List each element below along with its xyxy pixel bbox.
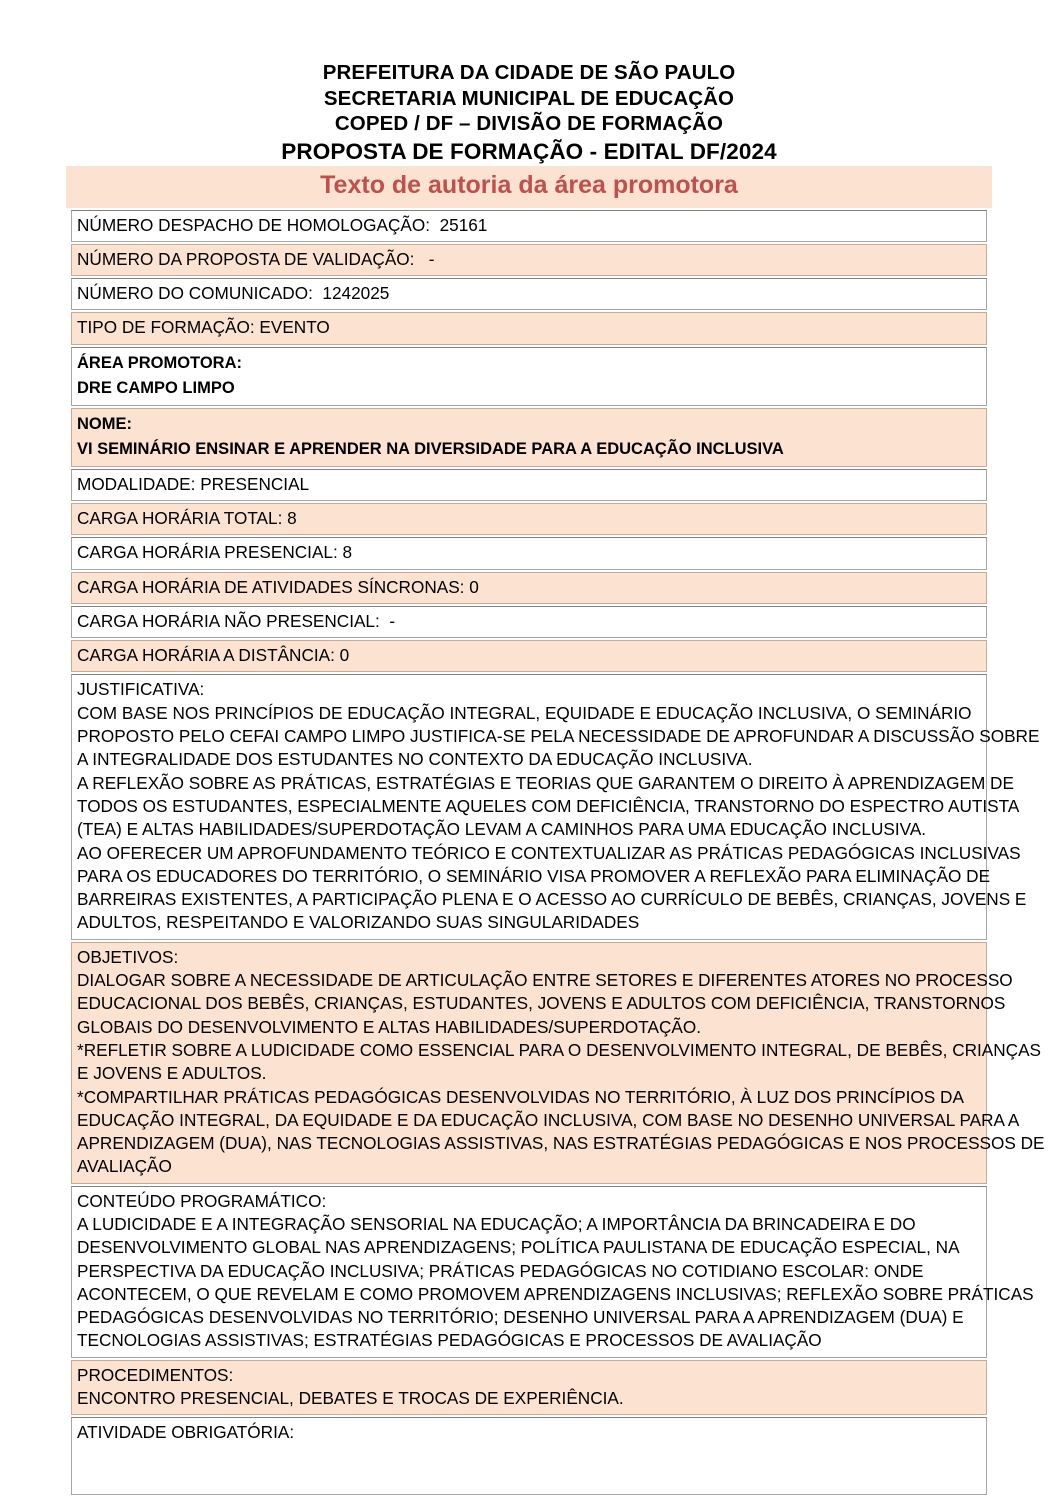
conteudo-line: PEDAGÓGICAS DESENVOLVIDAS NO TERRITÓRIO; DESENHO UNIVERSAL PARA A APRENDIZAGEM (DUA) E: [77, 1307, 964, 1328]
row-carga-total: [71, 503, 987, 535]
justificativa-line: A REFLEXÃO SOBRE AS PRÁTICAS, ESTRATÉGIAS E TEORIAS QUE GARANTEM O DIREITO À APRENDIZAGEM DE: [77, 772, 1014, 793]
conteudo-line: PERSPECTIVA DA EDUCAÇÃO INCLUSIVA; PRÁTICAS PEDAGÓGICAS NO COTIDIANO ESCOLAR: ONDE: [77, 1260, 924, 1281]
banner-texto-autoria: [66, 166, 992, 208]
row-proposta-validacao: [71, 244, 987, 276]
header-line-proposta: PROPOSTA DE FORMAÇÃO - EDITAL DF/2024: [281, 138, 777, 164]
objetivos-label: OBJETIVOS:: [77, 946, 179, 967]
justificativa-line: (TEA) E ALTAS HABILIDADES/SUPERDOTAÇÃO LEVAM A CAMINHOS PARA UMA EDUCAÇÃO INCLUSIVA.: [77, 819, 927, 840]
row-nome: [71, 408, 987, 467]
row-objetivos: [71, 942, 1045, 1184]
row-despacho-homologacao: [71, 210, 987, 242]
justificativa-block: [77, 678, 1040, 934]
objetivos-line: AVALIAÇÃO: [77, 1156, 172, 1177]
row-conteudo-programatico: [71, 1186, 1034, 1358]
field-comunicado: NÚMERO DO COMUNICADO: 1242025: [77, 283, 390, 304]
objetivos-line: DIALOGAR SOBRE A NECESSIDADE DE ARTICULAÇÃO ENTRE SETORES E DIFERENTES ATORES NO PROCESSO: [77, 970, 1013, 991]
field-despacho-homologacao: NÚMERO DESPACHO DE HOMOLOGAÇÃO: 25161: [77, 214, 488, 235]
field-carga-nao-presencial: CARGA HORÁRIA NÃO PRESENCIAL: -: [77, 610, 396, 631]
procedimentos-block: [77, 1364, 981, 1411]
objetivos-line: *COMPARTILHAR PRÁTICAS PEDAGÓGICAS DESENVOLVIDAS NO TERRITÓRIO, À LUZ DOS PRINCÍPIOS DA: [77, 1086, 964, 1107]
row-carga-sincronas: [71, 572, 987, 604]
row-comunicado: [71, 278, 987, 310]
row-procedimentos: [71, 1360, 987, 1416]
field-nome-value: VI SEMINÁRIO ENSINAR E APRENDER NA DIVERSIDADE PARA A EDUCAÇÃO INCLUSIVA: [77, 439, 784, 458]
justificativa-line: ADULTOS, RESPEITANDO E VALORIZANDO SUAS SINGULARIDADES: [77, 912, 640, 933]
banner-label: Texto de autoria da área promotora: [320, 170, 738, 199]
field-carga-sincronas: CARGA HORÁRIA DE ATIVIDADES SÍNCRONAS: 0: [77, 576, 479, 597]
conteudo-label: CONTEÚDO PROGRAMÁTICO:: [77, 1190, 327, 1211]
field-tipo-formacao: TIPO DE FORMAÇÃO: EVENTO: [77, 317, 330, 338]
justificativa-line: TODOS OS ESTUDANTES, ESPECIALMENTE AQUELES COM DEFICIÊNCIA, TRANSTORNO DO ESPECTRO AUTISTA: [77, 795, 1020, 816]
conteudo-line: ACONTECEM, O QUE REVELAM E COMO PROMOVEM APRENDIZAGENS INCLUSIVAS; REFLEXÃO SOBRE PRÁTICAS: [77, 1283, 1034, 1304]
header-line-prefeitura: PREFEITURA DA CIDADE DE SÃO PAULO: [322, 61, 736, 84]
procedimentos-label: PROCEDIMENTOS:: [77, 1364, 234, 1385]
field-nome-label: NOME:: [77, 414, 132, 433]
objetivos-line: APRENDIZAGEM (DUA), NAS TECNOLOGIAS ASSISTIVAS, NAS ESTRATÉGIAS PEDAGÓGICAS E NOS PROCESSOS DE: [77, 1133, 1045, 1154]
field-proposta-validacao: NÚMERO DA PROPOSTA DE VALIDAÇÃO: -: [77, 248, 435, 269]
row-justificativa: [71, 674, 1040, 939]
field-modalidade: MODALIDADE: PRESENCIAL: [77, 473, 310, 494]
field-area-promotora-value: DRE CAMPO LIMPO: [77, 378, 235, 397]
objetivos-line: GLOBAIS DO DESENVOLVIMENTO E ALTAS HABILIDADES/SUPERDOTAÇÃO.: [77, 1016, 701, 1037]
justificativa-label: JUSTIFICATIVA:: [77, 679, 205, 700]
justificativa-line: BARREIRAS EXISTENTES, A PARTICIPAÇÃO PLENA E O ACESSO AO CURRÍCULO DE BEBÊS, CRIANÇAS, JOVENS E: [77, 889, 1027, 910]
objetivos-line: *REFLETIR SOBRE A LUDICIDADE COMO ESSENCIAL PARA O DESENVOLVIMENTO INTEGRAL, DE BEBÊS, CRIANÇAS: [77, 1039, 1042, 1060]
header-line-secretaria: SECRETARIA MUNICIPAL DE EDUCAÇÃO: [323, 86, 735, 110]
justificativa-line: COM BASE NOS PRINCÍPIOS DE EDUCAÇÃO INTEGRAL, EQUIDADE E EDUCAÇÃO INCLUSIVA, O SEMINÁRIO: [77, 702, 972, 723]
row-tipo-formacao: [71, 312, 987, 344]
conteudo-line: DESENVOLVIMENTO GLOBAL NAS APRENDIZAGENS; POLÍTICA PAULISTANA DE EDUCAÇÃO ESPECIAL, NA: [77, 1237, 960, 1258]
field-carga-distancia: CARGA HORÁRIA A DISTÂNCIA: 0: [77, 645, 350, 666]
row-modalidade: [71, 469, 987, 501]
proposta-table: [71, 210, 1045, 1496]
header-line-coped: COPED / DF – DIVISÃO DE FORMAÇÃO: [334, 112, 724, 135]
justificativa-line: AO OFERECER UM APROFUNDAMENTO TEÓRICO E CONTEXTUALIZAR AS PRÁTICAS PEDAGÓGICAS INCLUSIVAS: [77, 842, 1021, 863]
row-carga-presencial: [71, 537, 987, 569]
row-carga-distancia: [71, 640, 987, 672]
field-area-promotora-label: ÁREA PROMOTORA:: [77, 353, 242, 372]
conteudo-line: TECNOLOGIAS ASSISTIVAS; ESTRATÉGIAS PEDAGÓGICAS E PROCESSOS DE AVALIAÇÃO: [77, 1330, 822, 1351]
row-atividade-obrigatoria: [71, 1417, 987, 1495]
objetivos-line: EDUCACIONAL DOS BEBÊS, CRIANÇAS, ESTUDANTES, JOVENS E ADULTOS COM DEFICIÊNCIA, TRANSTORNOS: [77, 993, 1006, 1014]
row-area-promotora: [71, 347, 987, 406]
objetivos-line: EDUCAÇÃO INTEGRAL, DA EQUIDADE E DA EDUCAÇÃO INCLUSIVA, COM BASE NO DESENHO UNIVERSAL PARA A: [77, 1109, 1020, 1130]
justificativa-line: PARA OS EDUCADORES DO TERRITÓRIO, O SEMINÁRIO VISA PROMOVER A REFLEXÃO PARA ELIMINAÇÃO DE: [77, 865, 991, 886]
justificativa-line: A INTEGRALIDADE DOS ESTUDANTES NO CONTEXTO DA EDUCAÇÃO INCLUSIVA.: [77, 749, 753, 770]
objetivos-block: [77, 946, 1045, 1179]
objetivos-line: E JOVENS E ADULTOS.: [77, 1063, 267, 1084]
procedimentos-line: ENCONTRO PRESENCIAL, DEBATES E TROCAS DE EXPERIÊNCIA.: [77, 1388, 624, 1409]
conteudo-line: A LUDICIDADE E A INTEGRAÇÃO SENSORIAL NA EDUCAÇÃO; A IMPORTÂNCIA DA BRINCADEIRA E DO: [77, 1214, 916, 1234]
atividade-obrigatoria-label: ATIVIDADE OBRIGATÓRIA:: [77, 1422, 295, 1443]
justificativa-line: PROPOSTO PELO CEFAI CAMPO LIMPO JUSTIFICA-SE PELA NECESSIDADE DE APROFUNDAR A DISCUSSÃO SOBRE: [77, 726, 1040, 747]
row-carga-nao-presencial: [71, 606, 987, 638]
field-carga-total: CARGA HORÁRIA TOTAL: 8: [77, 507, 297, 528]
document-header: [0, 0, 1058, 166]
conteudo-block: [77, 1190, 1034, 1353]
field-carga-presencial: CARGA HORÁRIA PRESENCIAL: 8: [77, 542, 353, 563]
